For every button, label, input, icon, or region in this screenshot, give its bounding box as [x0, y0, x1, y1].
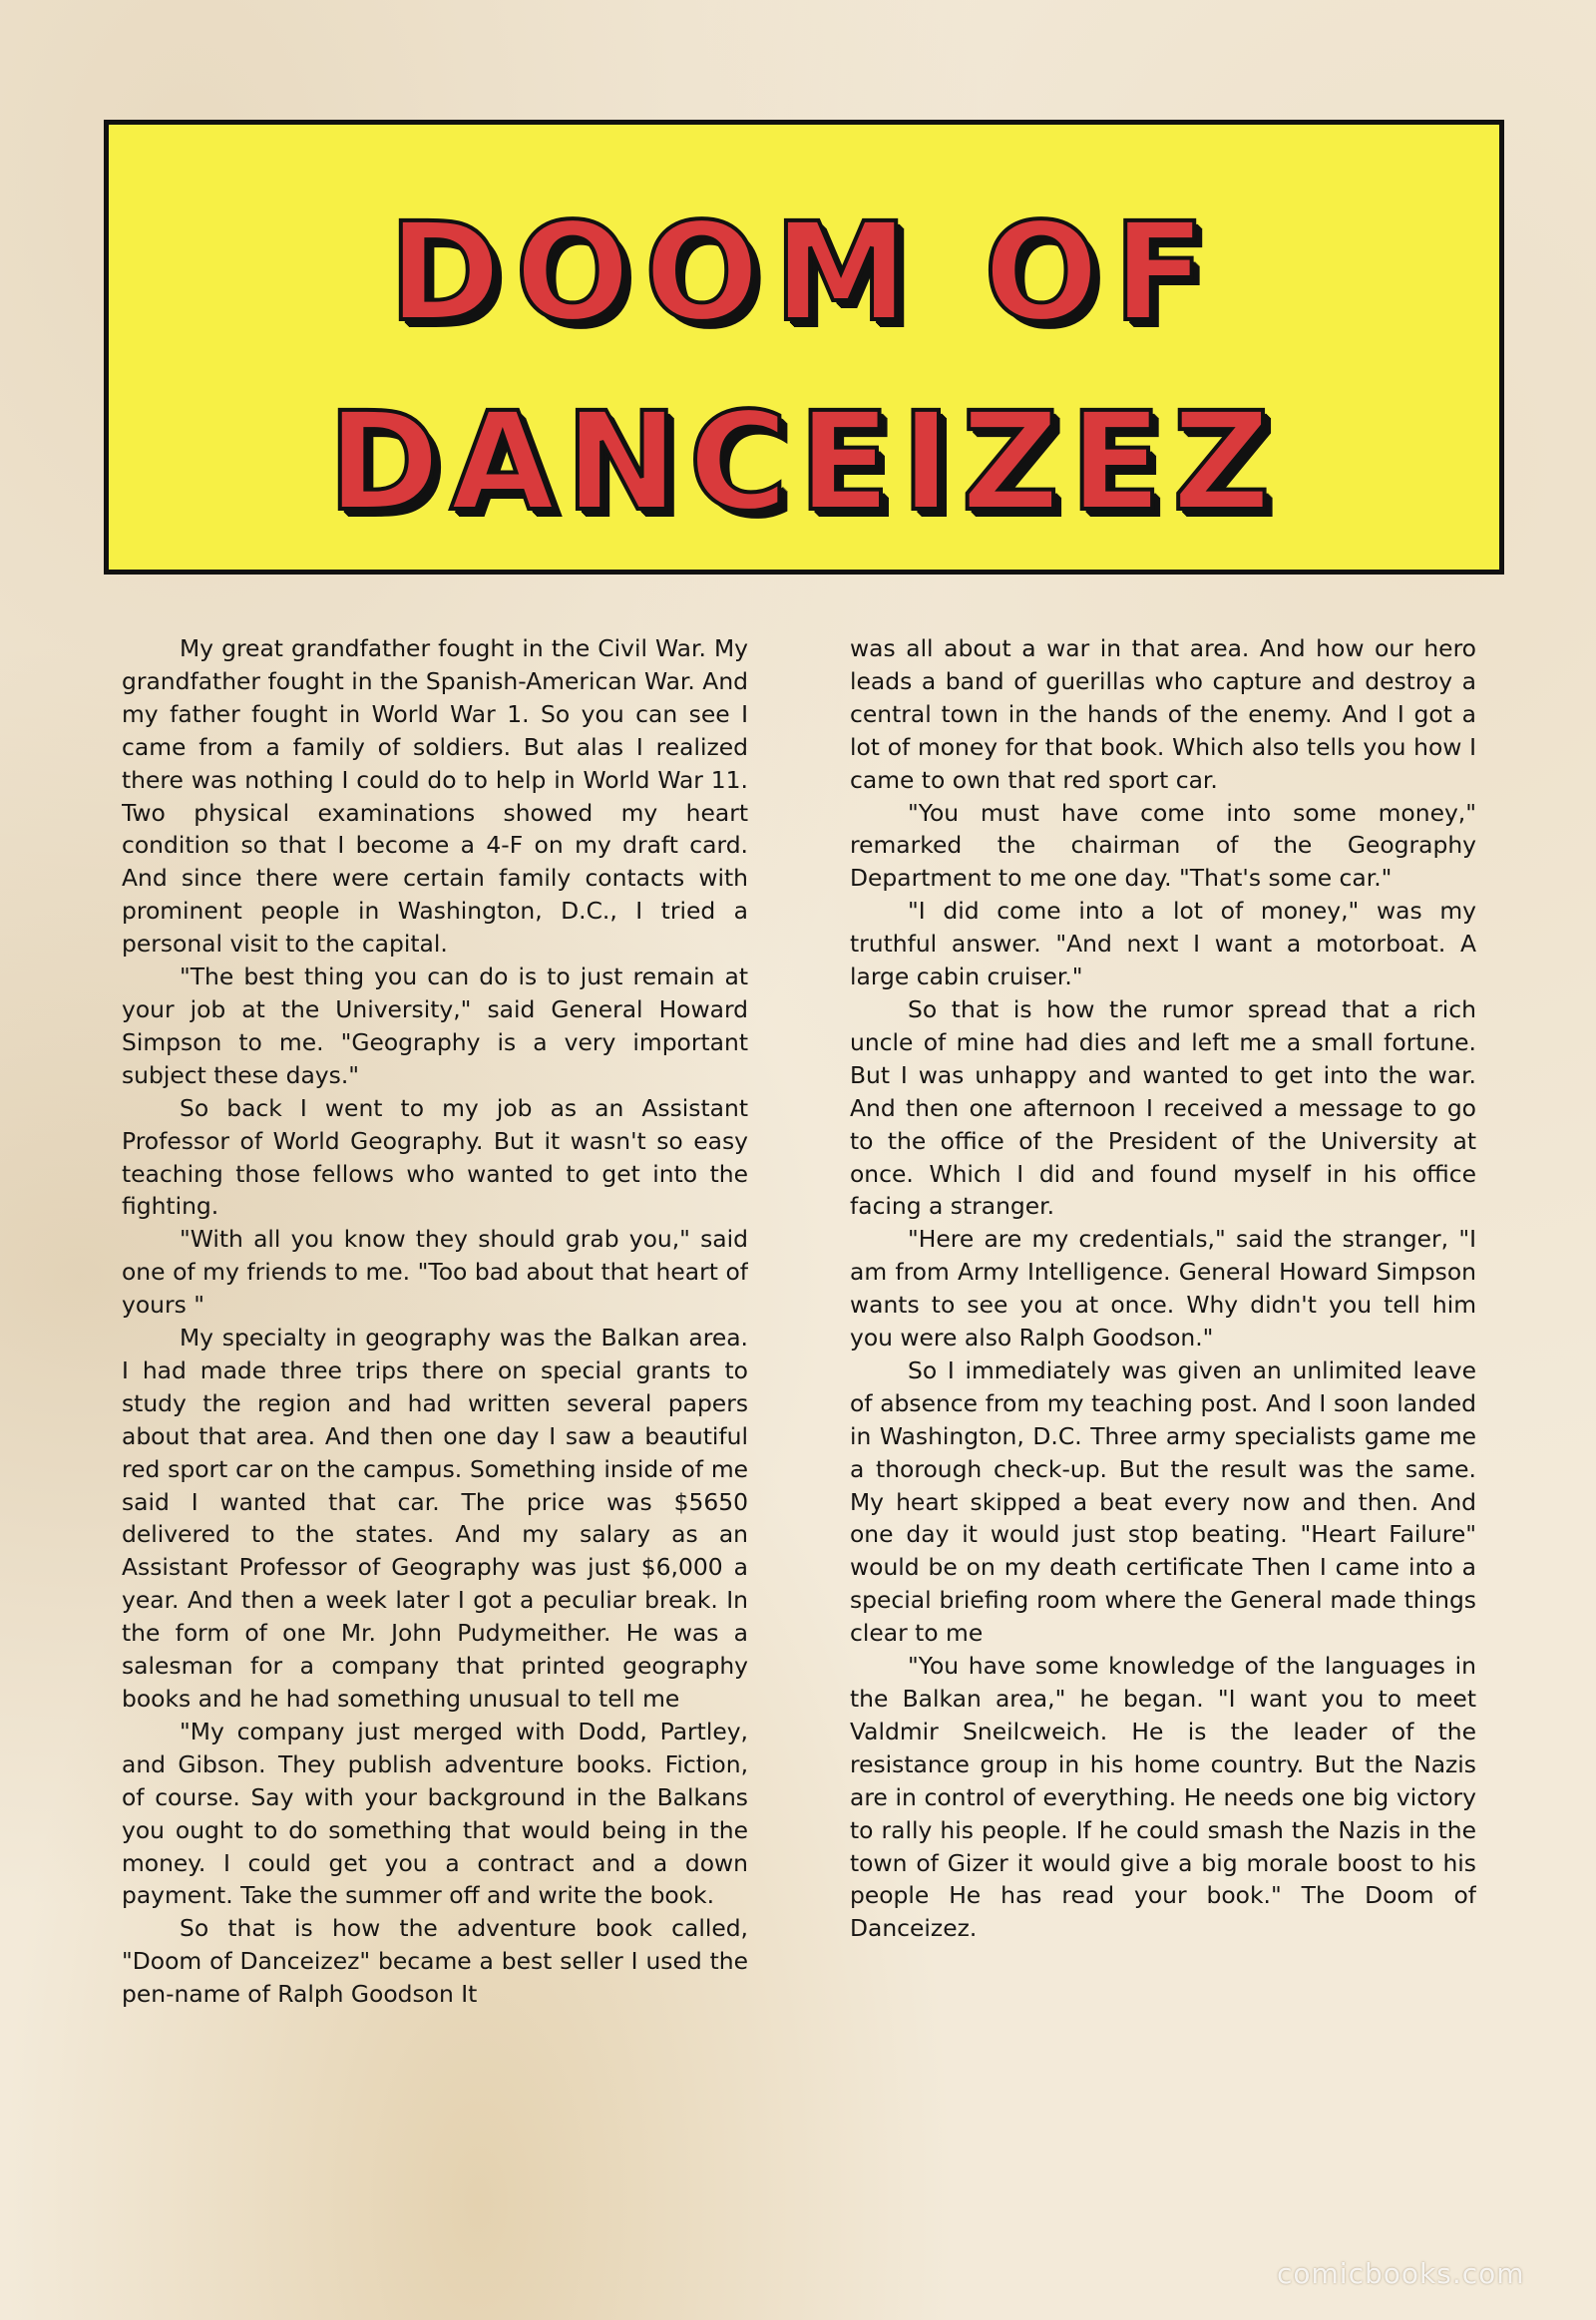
paragraph: My great grandfather fought in the Civil War. My grandfather fought in the Spanish-American War. And my father fought in World War 1. So you can see I came from a family of soldiers. But alas I realized there was nothing I could do to help in World War 11. Two physical examinations showed my heart condition so that I become a 4-F on my draft card. And since there were certain family contacts with prominent people in Washington, D.C., I tried a personal visit to the capital.: [122, 634, 748, 959]
paragraph: So I immediately was given an unlimited leave of absence from my teaching post. And I soon landed in Washington, D.C. Three army specialists game me a thorough check-up. But the result was the same. My heart skipped a beat every now and then. And one day it would just stop beating. "Heart Failure" would be on my death certificate Then I came into a special briefing room where the General made things clear to me: [850, 1355, 1476, 1648]
paragraph: So that is how the adventure book called, "Doom of Danceizez" became a best seller I used the pen-name of Ralph Goodson It: [122, 1914, 748, 2009]
paragraph: So back I went to my job as an Assistant Professor of World Geography. But it wasn't so easy teaching those fellows who wanted to get into the fighting.: [122, 1093, 748, 1221]
paragraph: So that is how the rumor spread that a rich uncle of mine had dies and left me a small fortune. But I was unhappy and wanted to get into the war. And then one afternoon I received a message to go to the office of the President of the University at once. Which I did and found myself in his office facing a stranger.: [850, 994, 1476, 1221]
story-title-line-1: DOOM OF: [388, 194, 1220, 352]
paragraph: "You have some knowledge of the languages in the Balkan area," he began. "I want you to meet Valdmir Sneilcweich. He is the leader of the resistance group in his home country. But the Nazis are in control of everything. He needs one big victory to rally his people. If he could smash the Nazis in the town of Gizer it would give a big morale boost to his people He has read your book." The Doom of Danceizez.: [850, 1652, 1476, 1943]
text-column-left: [122, 632, 748, 2188]
title-panel: [104, 120, 1504, 575]
paragraph: "The best thing you can do is to just remain at your job at the University," said General Howard Simpson to me. "Geography is a very important subject these days.": [122, 963, 748, 1089]
watermark: comicbooks.com: [1277, 2257, 1525, 2290]
paragraph: My specialty in geography was the Balkan area. I had made three trips there on special grants to study the region and had written several papers about that area. And then one day I saw a beautiful red sport car on the campus. Something inside of me said I wanted that car. The price was $5650 delivered to the states. And my salary as an Assistant Professor of Geography was just $6,000 a year. And then a week later I got a peculiar break. In the form of one Mr. John Pudymeither. He was a salesman for a company that printed geography books and he had something unusual to tell me: [122, 1324, 748, 1713]
paragraph: "I did come into a lot of money," was my truthful answer. "And next I want a motorboat. A large cabin cruiser.": [850, 897, 1476, 991]
text-column-right: [850, 632, 1476, 2188]
paragraph: "Here are my credentials," said the stranger, "I am from Army Intelligence. General Howard Simpson wants to see you at once. Why didn't you tell him you were also Ralph Goodson.": [850, 1225, 1476, 1353]
paragraph-continued: was all about a war in that area. And how our hero leads a band of guerillas who capture and destroy a central town in the hands of the enemy. And I got a lot of money for that book. Which also tells you how I came to own that red sport car.: [850, 634, 1476, 794]
paragraph: "With all you know they should grab you," said one of my friends to me. "Too bad about that heart of yours ": [122, 1225, 748, 1320]
paragraph: "My company just merged with Dodd, Partley, and Gibson. They publish adventure books. Fiction, of course. Say with your background in the Balkans you ought to do something that would being in the money. I could get you a contract and a down payment. Take the summer off and write the book.: [122, 1717, 748, 1910]
paragraph: "You must have come into some money," remarked the chairman of the Geography Department to me one day. "That's some car.": [850, 798, 1476, 893]
story-title-line-2: DANCEIZEZ: [327, 384, 1281, 542]
